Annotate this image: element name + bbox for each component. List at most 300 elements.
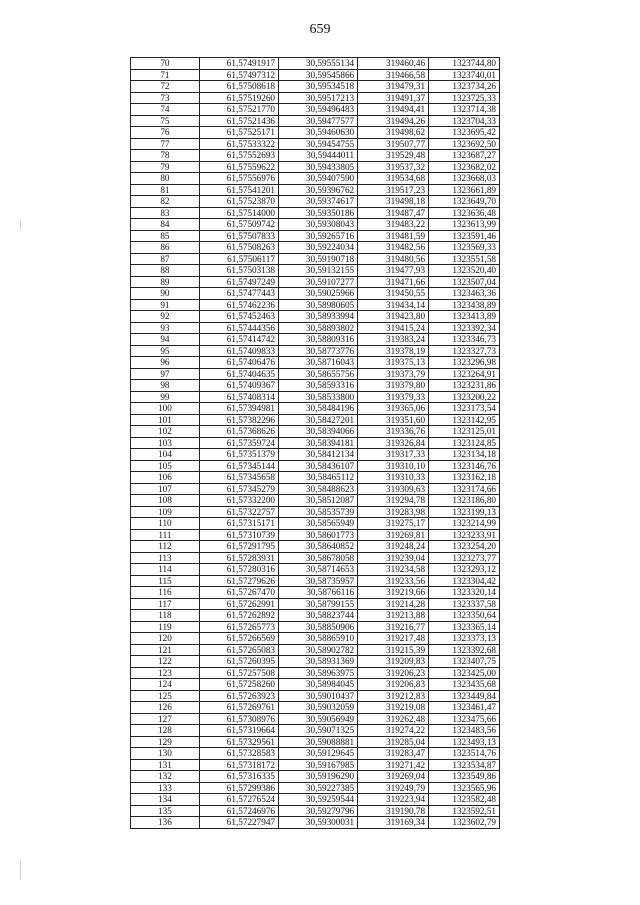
longitude-cell: 30,59032059 xyxy=(279,702,358,714)
point-number-cell: 83 xyxy=(131,207,200,219)
point-number-cell: 70 xyxy=(131,58,200,70)
y-coordinate-cell: 1323296,98 xyxy=(429,357,500,369)
table-row xyxy=(131,782,500,794)
point-number-cell: 127 xyxy=(131,713,200,725)
latitude-cell: 61,57404635 xyxy=(199,368,278,380)
latitude-cell: 61,57329561 xyxy=(199,736,278,748)
x-coordinate-cell: 319214,28 xyxy=(358,598,429,610)
table-row xyxy=(131,759,500,771)
point-number-cell: 125 xyxy=(131,690,200,702)
y-coordinate-cell: 1323214,99 xyxy=(429,518,500,530)
longitude-cell: 30,58823744 xyxy=(279,610,358,622)
table-row xyxy=(131,184,500,196)
latitude-cell: 61,57521436 xyxy=(199,115,278,127)
y-coordinate-cell: 1323483,56 xyxy=(429,725,500,737)
longitude-cell: 30,58893802 xyxy=(279,322,358,334)
longitude-cell: 30,59545866 xyxy=(279,69,358,81)
latitude-cell: 61,57345658 xyxy=(199,472,278,484)
point-number-cell: 108 xyxy=(131,495,200,507)
longitude-cell: 30,59534518 xyxy=(279,81,358,93)
table-row xyxy=(131,817,500,829)
latitude-cell: 61,57267470 xyxy=(199,587,278,599)
longitude-cell: 30,59555134 xyxy=(279,58,358,70)
longitude-cell: 30,59407590 xyxy=(279,173,358,185)
longitude-cell: 30,59227385 xyxy=(279,782,358,794)
latitude-cell: 61,57477443 xyxy=(199,288,278,300)
x-coordinate-cell: 319206,23 xyxy=(358,667,429,679)
table-row xyxy=(131,115,500,127)
longitude-cell: 30,59259544 xyxy=(279,794,358,806)
point-number-cell: 128 xyxy=(131,725,200,737)
table-row xyxy=(131,575,500,587)
latitude-cell: 61,57503138 xyxy=(199,265,278,277)
longitude-cell: 30,58394066 xyxy=(279,426,358,438)
x-coordinate-cell: 319529,48 xyxy=(358,150,429,162)
longitude-cell: 30,59025966 xyxy=(279,288,358,300)
x-coordinate-cell: 319271,42 xyxy=(358,759,429,771)
y-coordinate-cell: 1323254,20 xyxy=(429,541,500,553)
y-coordinate-cell: 1323407,75 xyxy=(429,656,500,668)
x-coordinate-cell: 319209,83 xyxy=(358,656,429,668)
y-coordinate-cell: 1323744,80 xyxy=(429,58,500,70)
table-row xyxy=(131,173,500,185)
longitude-cell: 30,59196290 xyxy=(279,771,358,783)
latitude-cell: 61,57318172 xyxy=(199,759,278,771)
latitude-cell: 61,57262991 xyxy=(199,598,278,610)
page-edge-line xyxy=(20,220,21,230)
table-row xyxy=(131,667,500,679)
y-coordinate-cell: 1323551,58 xyxy=(429,253,500,265)
point-number-cell: 77 xyxy=(131,138,200,150)
x-coordinate-cell: 319233,56 xyxy=(358,575,429,587)
x-coordinate-cell: 319216,77 xyxy=(358,621,429,633)
point-number-cell: 131 xyxy=(131,759,200,771)
longitude-cell: 30,59454755 xyxy=(279,138,358,150)
x-coordinate-cell: 319309,63 xyxy=(358,483,429,495)
table-row xyxy=(131,587,500,599)
latitude-cell: 61,57276524 xyxy=(199,794,278,806)
page-number: 659 xyxy=(309,22,331,37)
point-number-cell: 82 xyxy=(131,196,200,208)
y-coordinate-cell: 1323740,01 xyxy=(429,69,500,81)
table-row xyxy=(131,529,500,541)
table-row xyxy=(131,299,500,311)
y-coordinate-cell: 1323233,91 xyxy=(429,529,500,541)
longitude-cell: 30,59088881 xyxy=(279,736,358,748)
point-number-cell: 105 xyxy=(131,460,200,472)
point-number-cell: 76 xyxy=(131,127,200,139)
x-coordinate-cell: 319234,58 xyxy=(358,564,429,576)
table-row xyxy=(131,748,500,760)
y-coordinate-cell: 1323565,96 xyxy=(429,782,500,794)
x-coordinate-cell: 319460,46 xyxy=(358,58,429,70)
x-coordinate-cell: 319498,62 xyxy=(358,127,429,139)
y-coordinate-cell: 1323725,33 xyxy=(429,92,500,104)
point-number-cell: 100 xyxy=(131,403,200,415)
table-row xyxy=(131,92,500,104)
latitude-cell: 61,57408314 xyxy=(199,391,278,403)
longitude-cell: 30,58931369 xyxy=(279,656,358,668)
y-coordinate-cell: 1323602,79 xyxy=(429,817,500,829)
point-number-cell: 81 xyxy=(131,184,200,196)
latitude-cell: 61,57260395 xyxy=(199,656,278,668)
point-number-cell: 130 xyxy=(131,748,200,760)
y-coordinate-cell: 1323549,86 xyxy=(429,771,500,783)
y-coordinate-cell: 1323438,89 xyxy=(429,299,500,311)
point-number-cell: 129 xyxy=(131,736,200,748)
x-coordinate-cell: 319423,80 xyxy=(358,311,429,323)
latitude-cell: 61,57328583 xyxy=(199,748,278,760)
point-number-cell: 120 xyxy=(131,633,200,645)
y-coordinate-cell: 1323668,03 xyxy=(429,173,500,185)
table-row xyxy=(131,610,500,622)
latitude-cell: 61,57266569 xyxy=(199,633,278,645)
x-coordinate-cell: 319283,47 xyxy=(358,748,429,760)
point-number-cell: 102 xyxy=(131,426,200,438)
table-row xyxy=(131,265,500,277)
point-number-cell: 111 xyxy=(131,529,200,541)
x-coordinate-cell: 319190,78 xyxy=(358,805,429,817)
y-coordinate-cell: 1323582,48 xyxy=(429,794,500,806)
longitude-cell: 30,59433805 xyxy=(279,161,358,173)
point-number-cell: 136 xyxy=(131,817,200,829)
longitude-cell: 30,59265716 xyxy=(279,230,358,242)
longitude-cell: 30,58465112 xyxy=(279,472,358,484)
x-coordinate-cell: 319480,56 xyxy=(358,253,429,265)
longitude-cell: 30,58565949 xyxy=(279,518,358,530)
point-number-cell: 88 xyxy=(131,265,200,277)
latitude-cell: 61,57382296 xyxy=(199,414,278,426)
table-row xyxy=(131,805,500,817)
table-row xyxy=(131,518,500,530)
y-coordinate-cell: 1323507,04 xyxy=(429,276,500,288)
y-coordinate-cell: 1323199,13 xyxy=(429,506,500,518)
longitude-cell: 30,59444011 xyxy=(279,150,358,162)
point-number-cell: 121 xyxy=(131,644,200,656)
point-number-cell: 133 xyxy=(131,782,200,794)
longitude-cell: 30,58427201 xyxy=(279,414,358,426)
x-coordinate-cell: 319336,76 xyxy=(358,426,429,438)
y-coordinate-cell: 1323134,18 xyxy=(429,449,500,461)
latitude-cell: 61,57508263 xyxy=(199,242,278,254)
point-number-cell: 132 xyxy=(131,771,200,783)
latitude-cell: 61,57269761 xyxy=(199,702,278,714)
table-row xyxy=(131,138,500,150)
longitude-cell: 30,58488623 xyxy=(279,483,358,495)
x-coordinate-cell: 319491,37 xyxy=(358,92,429,104)
table-row xyxy=(131,196,500,208)
longitude-cell: 30,58902782 xyxy=(279,644,358,656)
longitude-cell: 30,59279796 xyxy=(279,805,358,817)
point-number-cell: 84 xyxy=(131,219,200,231)
y-coordinate-cell: 1323569,33 xyxy=(429,242,500,254)
y-coordinate-cell: 1323425,00 xyxy=(429,667,500,679)
point-number-cell: 99 xyxy=(131,391,200,403)
latitude-cell: 61,57507833 xyxy=(199,230,278,242)
longitude-cell: 30,58412134 xyxy=(279,449,358,461)
y-coordinate-cell: 1323304,42 xyxy=(429,575,500,587)
y-coordinate-cell: 1323186,80 xyxy=(429,495,500,507)
longitude-cell: 30,58640852 xyxy=(279,541,358,553)
y-coordinate-cell: 1323534,87 xyxy=(429,759,500,771)
latitude-cell: 61,57262892 xyxy=(199,610,278,622)
table-row xyxy=(131,552,500,564)
longitude-cell: 30,59129645 xyxy=(279,748,358,760)
x-coordinate-cell: 319494,41 xyxy=(358,104,429,116)
longitude-cell: 30,59374617 xyxy=(279,196,358,208)
point-number-cell: 80 xyxy=(131,173,200,185)
longitude-cell: 30,59056949 xyxy=(279,713,358,725)
point-number-cell: 115 xyxy=(131,575,200,587)
y-coordinate-cell: 1323734,26 xyxy=(429,81,500,93)
table-row xyxy=(131,794,500,806)
longitude-cell: 30,58963975 xyxy=(279,667,358,679)
latitude-cell: 61,57409367 xyxy=(199,380,278,392)
y-coordinate-cell: 1323173,54 xyxy=(429,403,500,415)
point-number-cell: 71 xyxy=(131,69,200,81)
y-coordinate-cell: 1323636,48 xyxy=(429,207,500,219)
latitude-cell: 61,57265083 xyxy=(199,644,278,656)
longitude-cell: 30,58773776 xyxy=(279,345,358,357)
table-row xyxy=(131,598,500,610)
latitude-cell: 61,57462236 xyxy=(199,299,278,311)
latitude-cell: 61,57316335 xyxy=(199,771,278,783)
table-row xyxy=(131,253,500,265)
coordinates-table-body xyxy=(131,58,500,829)
x-coordinate-cell: 319466,58 xyxy=(358,69,429,81)
x-coordinate-cell: 319317,33 xyxy=(358,449,429,461)
longitude-cell: 30,58714653 xyxy=(279,564,358,576)
point-number-cell: 112 xyxy=(131,541,200,553)
table-row xyxy=(131,449,500,461)
latitude-cell: 61,57280316 xyxy=(199,564,278,576)
point-number-cell: 73 xyxy=(131,92,200,104)
latitude-cell: 61,57491917 xyxy=(199,58,278,70)
y-coordinate-cell: 1323231,86 xyxy=(429,380,500,392)
longitude-cell: 30,59224034 xyxy=(279,242,358,254)
latitude-cell: 61,57552693 xyxy=(199,150,278,162)
latitude-cell: 61,57525171 xyxy=(199,127,278,139)
table-row xyxy=(131,633,500,645)
table-row xyxy=(131,69,500,81)
y-coordinate-cell: 1323373,13 xyxy=(429,633,500,645)
point-number-cell: 110 xyxy=(131,518,200,530)
y-coordinate-cell: 1323327,73 xyxy=(429,345,500,357)
x-coordinate-cell: 319481,59 xyxy=(358,230,429,242)
point-number-cell: 126 xyxy=(131,702,200,714)
point-number-cell: 117 xyxy=(131,598,200,610)
latitude-cell: 61,57521770 xyxy=(199,104,278,116)
x-coordinate-cell: 319537,32 xyxy=(358,161,429,173)
y-coordinate-cell: 1323649,70 xyxy=(429,196,500,208)
point-number-cell: 94 xyxy=(131,334,200,346)
x-coordinate-cell: 319219,08 xyxy=(358,702,429,714)
table-row xyxy=(131,242,500,254)
latitude-cell: 61,57283931 xyxy=(199,552,278,564)
table-row xyxy=(131,161,500,173)
latitude-cell: 61,57519260 xyxy=(199,92,278,104)
point-number-cell: 134 xyxy=(131,794,200,806)
longitude-cell: 30,59350186 xyxy=(279,207,358,219)
longitude-cell: 30,58394181 xyxy=(279,437,358,449)
longitude-cell: 30,58535739 xyxy=(279,506,358,518)
x-coordinate-cell: 319482,56 xyxy=(358,242,429,254)
longitude-cell: 30,58984045 xyxy=(279,679,358,691)
latitude-cell: 61,57332200 xyxy=(199,495,278,507)
longitude-cell: 30,58593316 xyxy=(279,380,358,392)
point-number-cell: 118 xyxy=(131,610,200,622)
y-coordinate-cell: 1323613,99 xyxy=(429,219,500,231)
x-coordinate-cell: 319213,88 xyxy=(358,610,429,622)
table-row xyxy=(131,81,500,93)
table-row xyxy=(131,357,500,369)
longitude-cell: 30,59300031 xyxy=(279,817,358,829)
latitude-cell: 61,57452463 xyxy=(199,311,278,323)
y-coordinate-cell: 1323661,89 xyxy=(429,184,500,196)
table-row xyxy=(131,725,500,737)
longitude-cell: 30,59167985 xyxy=(279,759,358,771)
point-number-cell: 103 xyxy=(131,437,200,449)
latitude-cell: 61,57258260 xyxy=(199,679,278,691)
point-number-cell: 119 xyxy=(131,621,200,633)
table-row xyxy=(131,495,500,507)
y-coordinate-cell: 1323365,14 xyxy=(429,621,500,633)
point-number-cell: 116 xyxy=(131,587,200,599)
y-coordinate-cell: 1323413,89 xyxy=(429,311,500,323)
longitude-cell: 30,59308043 xyxy=(279,219,358,231)
x-coordinate-cell: 319215,39 xyxy=(358,644,429,656)
latitude-cell: 61,57310739 xyxy=(199,529,278,541)
latitude-cell: 61,57227947 xyxy=(199,817,278,829)
point-number-cell: 123 xyxy=(131,667,200,679)
point-number-cell: 78 xyxy=(131,150,200,162)
x-coordinate-cell: 319534,68 xyxy=(358,173,429,185)
point-number-cell: 135 xyxy=(131,805,200,817)
table-row xyxy=(131,713,500,725)
point-number-cell: 104 xyxy=(131,449,200,461)
latitude-cell: 61,57406476 xyxy=(199,357,278,369)
point-number-cell: 106 xyxy=(131,472,200,484)
point-number-cell: 79 xyxy=(131,161,200,173)
y-coordinate-cell: 1323264,91 xyxy=(429,368,500,380)
longitude-cell: 30,58933994 xyxy=(279,311,358,323)
x-coordinate-cell: 319415,24 xyxy=(358,322,429,334)
latitude-cell: 61,57508618 xyxy=(199,81,278,93)
y-coordinate-cell: 1323714,38 xyxy=(429,104,500,116)
longitude-cell: 30,58678058 xyxy=(279,552,358,564)
y-coordinate-cell: 1323200,22 xyxy=(429,391,500,403)
longitude-cell: 30,59190718 xyxy=(279,253,358,265)
point-number-cell: 107 xyxy=(131,483,200,495)
x-coordinate-cell: 319487,47 xyxy=(358,207,429,219)
y-coordinate-cell: 1323435,68 xyxy=(429,679,500,691)
x-coordinate-cell: 319517,23 xyxy=(358,184,429,196)
table-row xyxy=(131,437,500,449)
y-coordinate-cell: 1323449,84 xyxy=(429,690,500,702)
table-row xyxy=(131,403,500,415)
longitude-cell: 30,59396762 xyxy=(279,184,358,196)
longitude-cell: 30,58655756 xyxy=(279,368,358,380)
y-coordinate-cell: 1323687,27 xyxy=(429,150,500,162)
table-row xyxy=(131,426,500,438)
y-coordinate-cell: 1323695,42 xyxy=(429,127,500,139)
table-row xyxy=(131,472,500,484)
y-coordinate-cell: 1323146,76 xyxy=(429,460,500,472)
x-coordinate-cell: 319285,04 xyxy=(358,736,429,748)
point-number-cell: 114 xyxy=(131,564,200,576)
table-row xyxy=(131,380,500,392)
x-coordinate-cell: 319373,79 xyxy=(358,368,429,380)
point-number-cell: 91 xyxy=(131,299,200,311)
y-coordinate-cell: 1323704,33 xyxy=(429,115,500,127)
x-coordinate-cell: 319275,17 xyxy=(358,518,429,530)
longitude-cell: 30,58980605 xyxy=(279,299,358,311)
y-coordinate-cell: 1323514,76 xyxy=(429,748,500,760)
table-row xyxy=(131,483,500,495)
point-number-cell: 90 xyxy=(131,288,200,300)
longitude-cell: 30,58865910 xyxy=(279,633,358,645)
table-row xyxy=(131,460,500,472)
latitude-cell: 61,57509742 xyxy=(199,219,278,231)
longitude-cell: 30,58766116 xyxy=(279,587,358,599)
y-coordinate-cell: 1323692,50 xyxy=(429,138,500,150)
point-number-cell: 75 xyxy=(131,115,200,127)
latitude-cell: 61,57291795 xyxy=(199,541,278,553)
point-number-cell: 113 xyxy=(131,552,200,564)
y-coordinate-cell: 1323124,85 xyxy=(429,437,500,449)
latitude-cell: 61,57322757 xyxy=(199,506,278,518)
x-coordinate-cell: 319494,26 xyxy=(358,115,429,127)
y-coordinate-cell: 1323392,68 xyxy=(429,644,500,656)
table-row xyxy=(131,58,500,70)
y-coordinate-cell: 1323520,40 xyxy=(429,265,500,277)
point-number-cell: 89 xyxy=(131,276,200,288)
latitude-cell: 61,57414742 xyxy=(199,334,278,346)
table-row xyxy=(131,644,500,656)
page-edge-line xyxy=(20,860,21,880)
longitude-cell: 30,58484196 xyxy=(279,403,358,415)
latitude-cell: 61,57315171 xyxy=(199,518,278,530)
point-number-cell: 85 xyxy=(131,230,200,242)
table-row xyxy=(131,230,500,242)
latitude-cell: 61,57368626 xyxy=(199,426,278,438)
y-coordinate-cell: 1323475,66 xyxy=(429,713,500,725)
x-coordinate-cell: 319326,84 xyxy=(358,437,429,449)
table-row xyxy=(131,391,500,403)
table-row xyxy=(131,679,500,691)
longitude-cell: 30,59517213 xyxy=(279,92,358,104)
longitude-cell: 30,58436107 xyxy=(279,460,358,472)
latitude-cell: 61,57394981 xyxy=(199,403,278,415)
x-coordinate-cell: 319498,18 xyxy=(358,196,429,208)
x-coordinate-cell: 319351,60 xyxy=(358,414,429,426)
longitude-cell: 30,59132155 xyxy=(279,265,358,277)
point-number-cell: 92 xyxy=(131,311,200,323)
point-number-cell: 101 xyxy=(131,414,200,426)
table-row xyxy=(131,276,500,288)
table-row xyxy=(131,506,500,518)
x-coordinate-cell: 319223,94 xyxy=(358,794,429,806)
table-row xyxy=(131,207,500,219)
y-coordinate-cell: 1323682,02 xyxy=(429,161,500,173)
x-coordinate-cell: 319378,19 xyxy=(358,345,429,357)
y-coordinate-cell: 1323162,18 xyxy=(429,472,500,484)
y-coordinate-cell: 1323493,13 xyxy=(429,736,500,748)
x-coordinate-cell: 319450,55 xyxy=(358,288,429,300)
point-number-cell: 72 xyxy=(131,81,200,93)
longitude-cell: 30,58716043 xyxy=(279,357,358,369)
y-coordinate-cell: 1323592,51 xyxy=(429,805,500,817)
